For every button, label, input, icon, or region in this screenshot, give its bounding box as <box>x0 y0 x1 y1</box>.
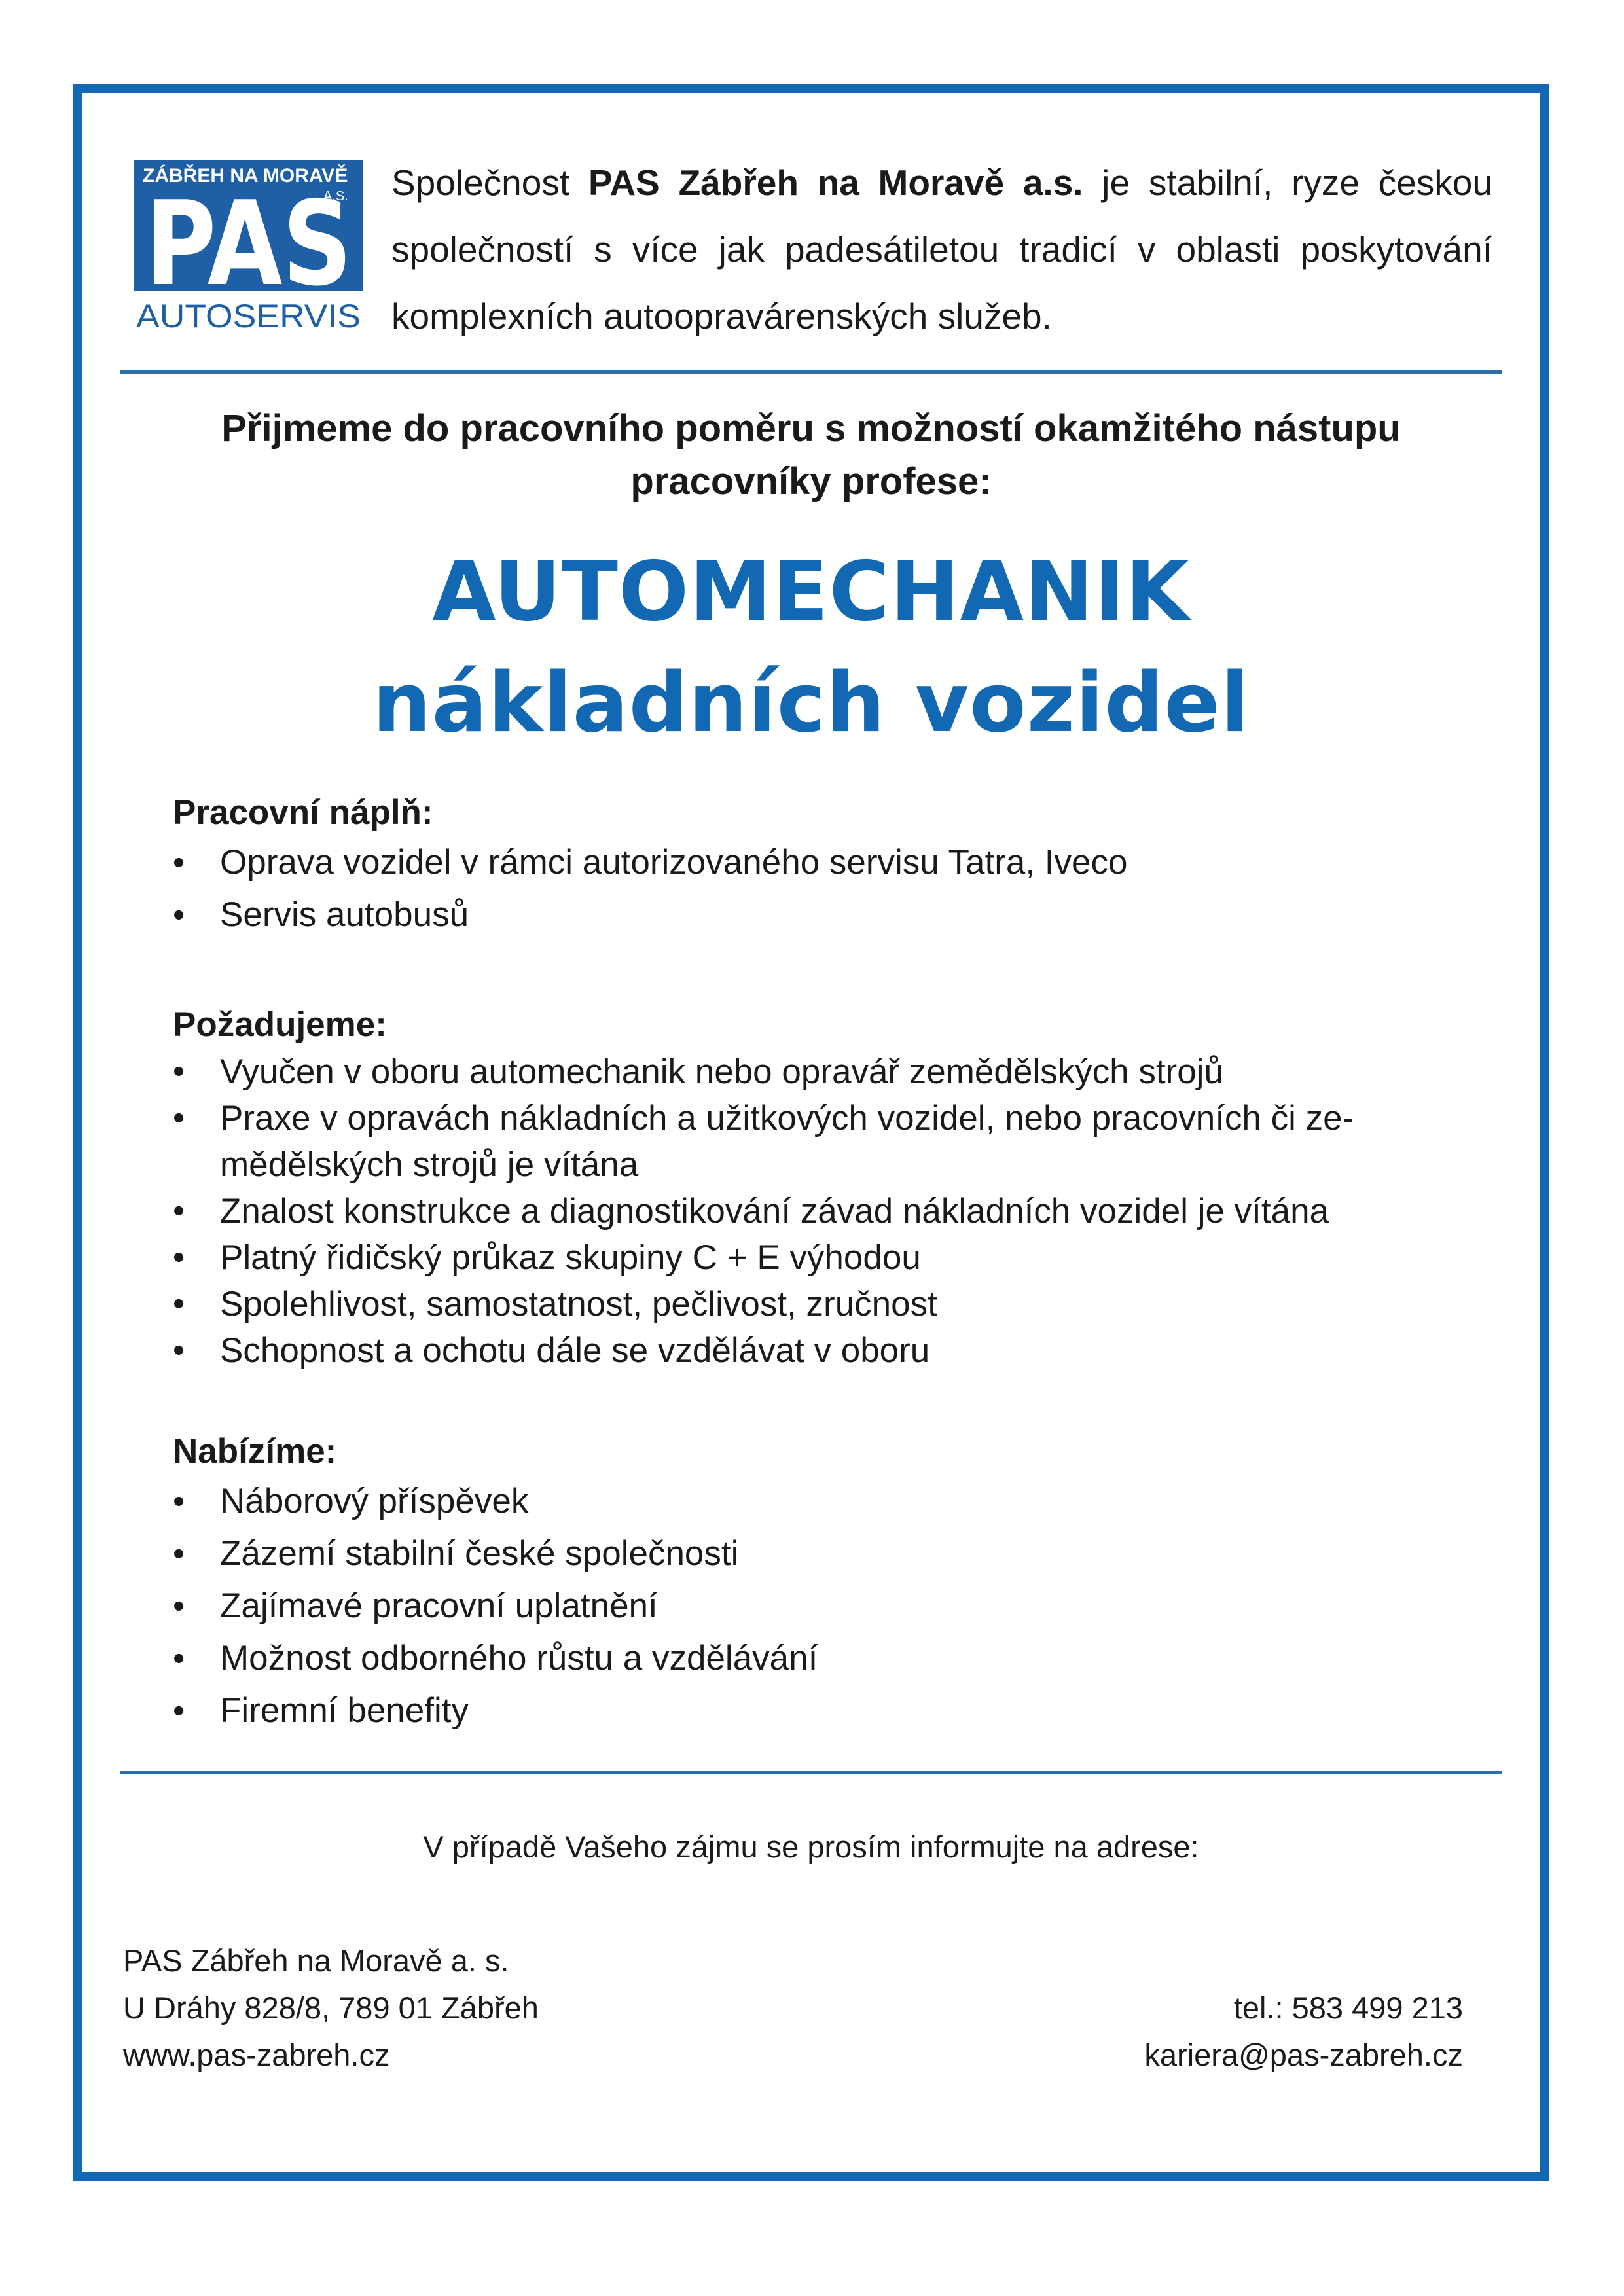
list-item: • Znalost konstrukce a diagnostikování závad nákladních vozidel je vítána <box>173 1188 1515 1234</box>
list-item: • Firemní benefity <box>173 1685 1515 1737</box>
headline-line-2: pracovníky profese: <box>630 460 992 503</box>
phone-number[interactable]: tel.: 583 499 213 <box>1233 1990 1463 2025</box>
street-address: U Dráhy 828/8, 789 01 Zábřeh <box>123 1990 539 2025</box>
job-subtitle: nákladních vozidel <box>372 655 1250 751</box>
contact-note: V případě Vašeho zájmu se prosím informujte na adrese: <box>423 1829 1199 1864</box>
section-heading: Nabízíme: <box>173 1432 337 1471</box>
list-item: • Platný řidičský průkaz skupiny C + E výhodou <box>173 1234 1515 1281</box>
list-item: • Servis autobusů <box>173 889 1515 941</box>
list-item: • Spolehlivost, samostatnost, pečlivost, zručnost <box>173 1281 1515 1327</box>
logo-corner-text: A.S. <box>323 189 348 204</box>
bottom-divider <box>120 1771 1502 1774</box>
requirements-list <box>173 1049 1515 1374</box>
section-heading: Požadujeme: <box>173 1005 387 1044</box>
company-name: PAS Zábřeh na Moravě a. s. <box>123 1943 509 1978</box>
contact-details <box>1144 1984 1463 2079</box>
intro-company: PAS Zábřeh na Moravě a.s. <box>588 162 1083 203</box>
logo-bottom-text: AUTOSERVIS <box>136 298 361 334</box>
headline-line-1: Přijmeme do pracovního poměru s možností okamžitého nástupu <box>221 407 1401 450</box>
job-title: AUTOMECHANIK <box>432 543 1190 639</box>
list-item: • Zajímavé pracovní uplatnění <box>173 1580 1515 1632</box>
intro-suffix: je stabilní, ryze českou společností s více jak padesátiletou tradicí v oblasti poskytování komplexních autoopravárenských služeb. <box>391 162 1492 336</box>
list-item: • Zázemí stabilní české společnosti <box>173 1528 1515 1580</box>
company-address-block <box>123 1937 539 2079</box>
list-item: • Schopnost a ochotu dále se vzdělávat v oboru <box>173 1327 1515 1374</box>
section-work-content <box>173 789 1515 941</box>
list-item: • Vyučen v oboru automechanik nebo opravář zemědělských strojů <box>173 1049 1515 1095</box>
offer-list <box>173 1475 1515 1737</box>
pas-autoservis-logo <box>134 160 363 336</box>
logo-brand: PAS <box>145 176 352 312</box>
list-item: • Oprava vozidel v rámci autorizovaného servisu Tatra, Iveco <box>173 836 1515 889</box>
logo-top-text: ZÁBŘEH NA MORAVĚ <box>143 165 348 187</box>
website-link[interactable]: www.pas-zabreh.cz <box>123 2037 390 2072</box>
list-item: • Možnost odborného růstu a vzdělávání <box>173 1632 1515 1685</box>
list-item: • Náborový příspěvek <box>173 1475 1515 1528</box>
intro-prefix: Společnost <box>391 162 588 203</box>
work-content-list <box>173 836 1515 941</box>
top-divider <box>120 370 1502 374</box>
section-offer <box>173 1428 1515 1737</box>
section-heading: Pracovní náplň: <box>173 793 433 832</box>
list-item: • Praxe v opravách nákladních a užitkových vozidel, nebo pracovních či ze-mědělských strojů je vítána <box>173 1095 1464 1188</box>
company-intro <box>391 149 1492 350</box>
job-headline <box>120 402 1502 508</box>
email-link[interactable]: kariera@pas-zabreh.cz <box>1144 2037 1463 2072</box>
section-requirements <box>173 1001 1515 1374</box>
